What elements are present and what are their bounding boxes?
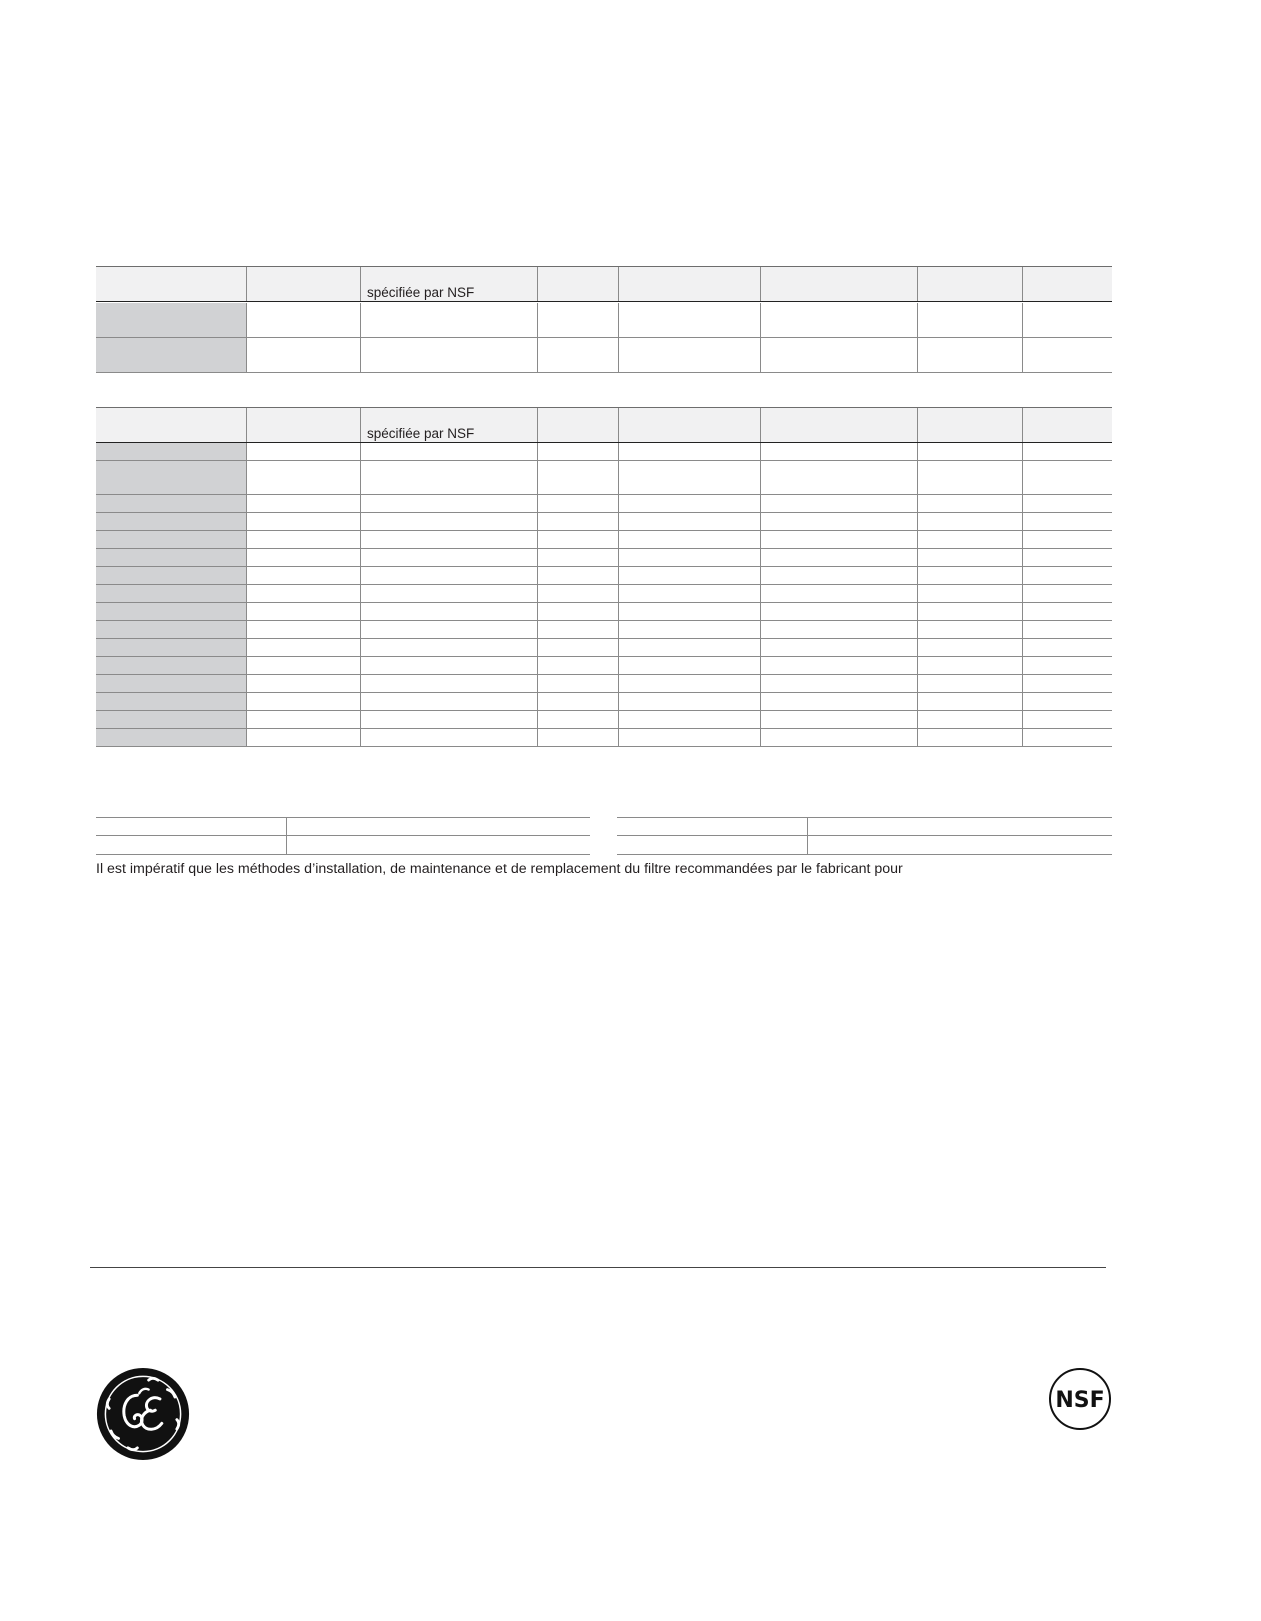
nsf-mark-text: NSF [1055, 1388, 1105, 1413]
table-cell [761, 675, 918, 692]
table-cell [918, 657, 1023, 674]
header-cell [247, 408, 361, 442]
table-row [96, 338, 1112, 373]
table-cell [361, 657, 538, 674]
table-cell [1023, 675, 1112, 692]
table-cell [361, 567, 538, 584]
table-cell [247, 549, 361, 566]
table-row [96, 711, 1112, 729]
table-cell [247, 585, 361, 602]
row-label-cell [96, 303, 247, 337]
table-cell [918, 693, 1023, 710]
table-cell [361, 531, 538, 548]
table-row [96, 603, 1112, 621]
table-cell [1023, 531, 1112, 548]
table-cell [538, 657, 619, 674]
row-label-cell [96, 657, 247, 674]
table-cell [761, 639, 918, 656]
row-label-cell [96, 585, 247, 602]
table-row [96, 693, 1112, 711]
table-cell [761, 657, 918, 674]
table-cell [538, 495, 619, 512]
table-cell [918, 495, 1023, 512]
table-cell [538, 621, 619, 638]
table-cell [761, 531, 918, 548]
table-cell [361, 621, 538, 638]
table-cell [918, 567, 1023, 584]
table-cell [247, 621, 361, 638]
table-cell [1023, 443, 1112, 460]
table-cell [538, 531, 619, 548]
table-cell [361, 693, 538, 710]
table-cell [1023, 711, 1112, 728]
table-row [96, 621, 1112, 639]
table-cell [619, 693, 761, 710]
table-cell [918, 585, 1023, 602]
table-row [96, 639, 1112, 657]
table-cell [247, 639, 361, 656]
table-cell [1023, 603, 1112, 620]
table-cell [1023, 657, 1112, 674]
row-label-cell [96, 495, 247, 512]
row-label-cell [96, 567, 247, 584]
row-label-cell [96, 443, 247, 460]
table-cell [247, 675, 361, 692]
header-cell [538, 267, 619, 301]
table-cell [247, 657, 361, 674]
table-cell [1023, 585, 1112, 602]
table-cell [247, 461, 361, 494]
table-cell [361, 639, 538, 656]
header-cell [361, 267, 538, 301]
table-row [96, 303, 1112, 338]
header-cell [538, 408, 619, 442]
table-cell [361, 495, 538, 512]
table-cell [619, 675, 761, 692]
table-row [96, 549, 1112, 567]
header-cell [1023, 267, 1112, 301]
table-cell [247, 531, 361, 548]
table-row [96, 443, 1112, 461]
table-cell [619, 531, 761, 548]
table-cell [538, 603, 619, 620]
header-cell [761, 267, 918, 301]
table-cell [761, 693, 918, 710]
table-cell [619, 729, 761, 746]
table-cell [361, 711, 538, 728]
table-cell [538, 585, 619, 602]
table-cell [1023, 495, 1112, 512]
row-label-cell [96, 729, 247, 746]
table-cell [761, 443, 918, 460]
table-cell [247, 729, 361, 746]
table-cell [918, 729, 1023, 746]
nsf-mark-icon [1048, 1367, 1112, 1431]
header-cell [96, 267, 247, 301]
table-cell [538, 549, 619, 566]
table-cell [761, 513, 918, 530]
row-label-cell [96, 621, 247, 638]
table-cell [538, 729, 619, 746]
row-label-cell [96, 603, 247, 620]
table-row [96, 729, 1112, 747]
table-cell [247, 513, 361, 530]
row-label-cell [96, 461, 247, 494]
table-cell [918, 443, 1023, 460]
table-cell [247, 443, 361, 460]
table-row [96, 513, 1112, 531]
table-cell [761, 585, 918, 602]
footer-divider [90, 1267, 1106, 1268]
summary-table-right [617, 817, 1112, 857]
table-cell [361, 585, 538, 602]
table-cell [247, 693, 361, 710]
table-cell [361, 443, 538, 460]
table-cell [619, 657, 761, 674]
table-cell [761, 711, 918, 728]
row-label-cell [96, 513, 247, 530]
header-nsf-spec: spécifiée par NSF [367, 285, 475, 300]
table-header-row [96, 408, 1112, 443]
table-cell [619, 639, 761, 656]
header-cell [96, 408, 247, 442]
summary-table-left [96, 817, 590, 857]
table-row [96, 495, 1112, 513]
table-cell [1023, 567, 1112, 584]
table-cell [1023, 513, 1112, 530]
table-cell [619, 549, 761, 566]
row-label-cell [96, 639, 247, 656]
table-cell [619, 585, 761, 602]
row-label-cell [96, 549, 247, 566]
table-cell [538, 513, 619, 530]
table-cell [247, 603, 361, 620]
table-cell [761, 621, 918, 638]
table-cell [619, 513, 761, 530]
table-cell [619, 567, 761, 584]
table-cell [761, 603, 918, 620]
table-row [96, 657, 1112, 675]
table-row [96, 675, 1112, 693]
table-cell [619, 443, 761, 460]
table-cell [538, 443, 619, 460]
table-cell [361, 603, 538, 620]
header-cell [1023, 408, 1112, 442]
table-cell [918, 675, 1023, 692]
table-cell [1023, 693, 1112, 710]
table-cell [1023, 621, 1112, 638]
table-cell [761, 567, 918, 584]
table-cell [761, 461, 918, 494]
table-cell [361, 461, 538, 494]
table-cell [538, 639, 619, 656]
header-cell [361, 408, 538, 442]
table-cell [761, 549, 918, 566]
table-cell [619, 495, 761, 512]
table-cell [1023, 729, 1112, 746]
maintenance-notice: Il est impératif que les méthodes d’installation, de maintenance et de remplacement du filtre recommandées par le fabricant pour [96, 861, 903, 877]
table-cell [538, 567, 619, 584]
row-label-cell [96, 693, 247, 710]
table-cell [538, 693, 619, 710]
table-cell [619, 711, 761, 728]
table-cell [761, 495, 918, 512]
table-cell [361, 549, 538, 566]
table-cell [247, 495, 361, 512]
table-cell [918, 513, 1023, 530]
table-cell [918, 621, 1023, 638]
table-cell [619, 603, 761, 620]
table-cell [918, 711, 1023, 728]
table-cell [361, 513, 538, 530]
table-cell [619, 621, 761, 638]
row-label-cell [96, 531, 247, 548]
table-cell [538, 711, 619, 728]
table-cell [761, 729, 918, 746]
table-cell [247, 567, 361, 584]
performance-table-1 [96, 266, 1112, 374]
table-cell [538, 461, 619, 494]
header-cell [918, 408, 1023, 442]
table-header-row [96, 267, 1112, 302]
table-cell [1023, 639, 1112, 656]
table-row [96, 585, 1112, 603]
table-cell [247, 711, 361, 728]
table-row [96, 461, 1112, 495]
table-cell [918, 603, 1023, 620]
row-label-cell [96, 675, 247, 692]
header-cell [619, 267, 761, 301]
table-cell [538, 675, 619, 692]
table-cell [1023, 549, 1112, 566]
table-cell [918, 531, 1023, 548]
table-cell [361, 675, 538, 692]
table-cell [918, 639, 1023, 656]
header-cell [247, 267, 361, 301]
table-cell [1023, 461, 1112, 494]
header-nsf-spec: spécifiée par NSF [367, 426, 475, 441]
header-cell [918, 267, 1023, 301]
row-label-cell [96, 338, 247, 372]
table-row [96, 567, 1112, 585]
row-label-cell [96, 711, 247, 728]
ge-logo-icon [96, 1367, 190, 1461]
performance-table-2 [96, 407, 1112, 747]
header-cell [619, 408, 761, 442]
header-cell [761, 408, 918, 442]
table-cell [918, 549, 1023, 566]
table-row [96, 531, 1112, 549]
table-cell [619, 461, 761, 494]
table-cell [918, 461, 1023, 494]
table-cell [361, 729, 538, 746]
